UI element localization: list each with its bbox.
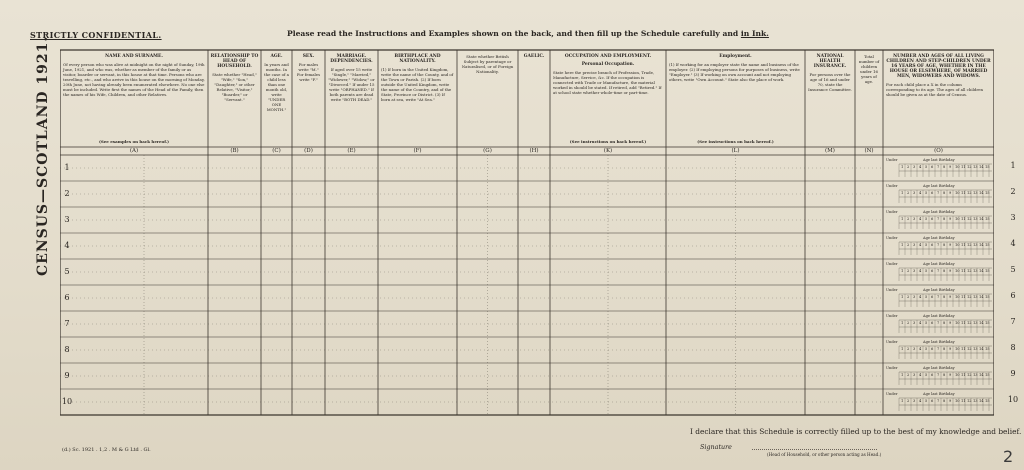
age-tick[interactable]: 7 <box>937 373 940 377</box>
age-tick[interactable]: 7 <box>937 191 940 195</box>
under-label: Under <box>886 236 898 240</box>
column-title: MARRIAGE. DEPENDENCIES. <box>330 54 373 64</box>
age-tick[interactable]: 3 <box>913 217 916 221</box>
age-tick[interactable]: 8 <box>943 191 946 195</box>
census-scotland-title: CENSUS—SCOTLAND 1921. <box>35 35 51 276</box>
age-tick[interactable]: 7 <box>937 321 940 325</box>
age-tick[interactable]: 4 <box>919 269 922 273</box>
age-tick[interactable]: 15 <box>985 399 990 403</box>
age-tick[interactable]: 9 <box>949 347 952 351</box>
age-tick[interactable]: 15 <box>985 347 990 351</box>
column-letter: (H) <box>529 148 539 154</box>
column-instructions: For each child place a X in the column corresponding to its age. The ages of all children should be given as at the date of Census. <box>886 82 983 97</box>
column-instructions: State whether British Subject by parentage or Naturalised, or of Foreign Nationality. <box>461 54 514 74</box>
column-letter: (N) <box>864 148 874 154</box>
age-tick[interactable]: 13 <box>973 399 978 403</box>
column-instructions: If aged over 15 write "Single," "Married," "Widower," "Widow," or "Divorced." If under 15 write "ORPHANED." If both parents are dead write "BOTH DEAD." <box>328 67 375 102</box>
age-tick[interactable]: 7 <box>937 269 940 273</box>
age-last-birthday-label: Age last Birthday <box>923 392 955 396</box>
column-title: OCCUPATION AND EMPLOYMENT. <box>564 54 652 59</box>
column-title: NUMBER AND AGES OF ALL LIVING CHILDREN AND STEP-CHILDREN UNDER 16 YEARS OF AGE, WHETHER IN THE HOUSE OR ELSEWHERE, OF MARRIED MEN, WIDOWERS AND WIDOWS. <box>886 54 991 79</box>
age-tick[interactable]: 15 <box>985 191 990 195</box>
column-letter: (F) <box>413 148 422 154</box>
age-tick[interactable]: 11 <box>961 347 966 351</box>
column-title: NAME AND SURNAME. <box>105 54 163 59</box>
age-last-birthday-label: Age last Birthday <box>923 288 955 292</box>
age-tick[interactable]: 1 <box>901 217 904 221</box>
age-tick[interactable]: 6 <box>931 165 934 169</box>
age-tick[interactable]: 8 <box>943 321 946 325</box>
column-letter: (K) <box>603 148 613 154</box>
age-tick[interactable]: 2 <box>907 217 910 221</box>
under-label: Under <box>886 340 898 344</box>
age-tick[interactable]: 9 <box>949 295 952 299</box>
age-tick[interactable]: 8 <box>943 269 946 273</box>
row-number-left: 2 <box>64 189 70 198</box>
age-tick[interactable]: 15 <box>985 217 990 221</box>
age-tick[interactable]: 10 <box>955 321 960 325</box>
age-tick[interactable]: 14 <box>979 295 984 299</box>
age-tick[interactable]: 3 <box>913 295 916 299</box>
column-header-12 <box>856 51 882 146</box>
column-instructions: In years and months. In the case of a child less than one month old, write "UNDER ONE MONTH." <box>264 62 289 112</box>
age-last-birthday-label: Age last Birthday <box>923 314 955 318</box>
age-tick[interactable]: 7 <box>937 217 940 221</box>
column-letter: (L) <box>731 148 740 154</box>
column-letter: (D) <box>304 148 313 154</box>
age-tick[interactable]: 11 <box>961 295 966 299</box>
column-instructions: (1) If working for an employer state the name and business of the employer. (2) If employing persons for purposes of business, write "Employer." (3) If working on own account and not employing others, write "Own Account." State also the place of work. <box>669 62 800 82</box>
age-tick[interactable]: 1 <box>901 269 904 273</box>
under-label: Under <box>886 262 898 266</box>
age-tick[interactable]: 4 <box>919 243 922 247</box>
column-letter: (M) <box>825 148 835 154</box>
strictly-confidential-heading: STRICTLY CONFIDENTIAL. <box>30 30 162 40</box>
age-last-birthday-label: Age last Birthday <box>923 262 955 266</box>
under-label: Under <box>886 184 898 188</box>
column-letter: (C) <box>272 148 281 154</box>
age-tick[interactable]: 10 <box>955 217 960 221</box>
row-number-right: 3 <box>1010 213 1016 222</box>
column-letter: (E) <box>347 148 356 154</box>
age-tick[interactable]: 1 <box>901 373 904 377</box>
under-label: Under <box>886 288 898 292</box>
instructions-line <box>287 29 769 38</box>
age-tick[interactable]: 12 <box>967 243 972 247</box>
age-tick[interactable]: 5 <box>925 321 928 325</box>
age-tick[interactable]: 8 <box>943 217 946 221</box>
age-tick[interactable]: 5 <box>925 295 928 299</box>
column-title: AGE. <box>270 54 283 59</box>
under-label: Under <box>886 158 898 162</box>
row-number-right: 10 <box>1007 395 1019 404</box>
age-tick[interactable]: 7 <box>937 165 940 169</box>
instructions-text: Please read the Instructions and Examples shown on the back, and then fill up the Schedule carefully and <box>287 29 741 38</box>
age-tick[interactable]: 13 <box>973 243 978 247</box>
age-tick[interactable]: 11 <box>961 399 966 403</box>
age-tick[interactable]: 6 <box>931 373 934 377</box>
age-tick[interactable]: 5 <box>925 165 928 169</box>
column-title: GAELIC. <box>523 54 545 59</box>
age-tick[interactable]: 5 <box>925 191 928 195</box>
age-last-birthday-label: Age last Birthday <box>923 158 955 162</box>
age-tick[interactable]: 13 <box>973 373 978 377</box>
age-tick[interactable]: 4 <box>919 373 922 377</box>
age-tick[interactable]: 15 <box>985 243 990 247</box>
age-tick[interactable]: 4 <box>919 191 922 195</box>
age-tick[interactable]: 14 <box>979 217 984 221</box>
age-tick[interactable]: 8 <box>943 347 946 351</box>
under-label: Under <box>886 392 898 396</box>
age-tick[interactable]: 9 <box>949 399 952 403</box>
column-footnote: (See instructions on back hereof.) <box>569 139 647 144</box>
age-tick[interactable]: 8 <box>943 295 946 299</box>
age-tick[interactable]: 2 <box>907 191 910 195</box>
age-tick[interactable]: 11 <box>961 373 966 377</box>
page-number: 2 <box>1003 447 1014 466</box>
age-tick[interactable]: 12 <box>967 269 972 273</box>
age-tick[interactable]: 10 <box>955 399 960 403</box>
column-letter: (B) <box>230 148 239 154</box>
column-title: NATIONAL HEALTH INSURANCE. <box>813 54 847 69</box>
age-tick[interactable]: 2 <box>907 243 910 247</box>
age-tick[interactable]: 15 <box>985 321 990 325</box>
column-header-1 <box>61 51 207 146</box>
age-tick[interactable]: 13 <box>973 191 978 195</box>
column-header-2 <box>209 51 260 146</box>
column-instructions: Total number of children under 16 years of age. <box>858 54 880 84</box>
age-tick[interactable]: 14 <box>979 373 984 377</box>
age-tick[interactable]: 4 <box>919 347 922 351</box>
age-tick[interactable]: 1 <box>901 347 904 351</box>
age-tick[interactable]: 6 <box>931 217 934 221</box>
row-number-right: 4 <box>1010 239 1016 248</box>
in-ink-text: in Ink. <box>740 29 769 38</box>
age-tick[interactable]: 3 <box>913 373 916 377</box>
column-title: SEX. <box>302 54 315 59</box>
age-tick[interactable]: 14 <box>979 243 984 247</box>
row-number-right: 7 <box>1010 317 1016 326</box>
age-tick[interactable]: 12 <box>967 217 972 221</box>
age-tick[interactable]: 5 <box>925 373 928 377</box>
signature-label: Signature <box>700 443 732 451</box>
age-tick[interactable]: 6 <box>931 269 934 273</box>
under-label: Under <box>886 314 898 318</box>
age-tick[interactable]: 9 <box>949 269 952 273</box>
age-tick[interactable]: 12 <box>967 295 972 299</box>
age-last-birthday-label: Age last Birthday <box>923 210 955 214</box>
age-tick[interactable]: 1 <box>901 295 904 299</box>
age-tick[interactable]: 7 <box>937 347 940 351</box>
age-tick[interactable]: 14 <box>979 165 984 169</box>
age-tick[interactable]: 15 <box>985 269 990 273</box>
age-tick[interactable]: 8 <box>943 165 946 169</box>
age-tick[interactable]: 6 <box>931 347 934 351</box>
age-tick[interactable]: 11 <box>961 269 966 273</box>
age-tick[interactable]: 4 <box>919 295 922 299</box>
printer-code: (d.) Sc. 1921 . 1,2 . M & G Ltd . Gl. <box>62 447 151 453</box>
column-instructions: Of every person who was alive at midnight on the night of Sunday, 19th June, 1921, and who was, whether as member of the family or as visitor, boarder or servant, in this house at that time. Persons who are travelling, etc., and who arrive in this house on the morning of Monday, 20th June, not having already been enumerated elsewhere. No one else must be included. Write first the names of the Head of the Family, then the names of his Wife, Children, and other Relatives. <box>63 62 205 97</box>
age-tick[interactable]: 14 <box>979 321 984 325</box>
column-header-6 <box>379 51 456 146</box>
age-tick[interactable]: 9 <box>949 217 952 221</box>
age-tick[interactable]: 4 <box>919 399 922 403</box>
age-last-birthday-label: Age last Birthday <box>923 340 955 344</box>
age-tick[interactable]: 10 <box>955 165 960 169</box>
age-tick[interactable]: 12 <box>967 399 972 403</box>
age-last-birthday-label: Age last Birthday <box>923 236 955 240</box>
age-tick[interactable]: 8 <box>943 399 946 403</box>
age-tick[interactable]: 10 <box>955 347 960 351</box>
row-number-left: 9 <box>64 371 70 380</box>
row-number-left: 8 <box>64 345 70 354</box>
column-instructions: State whether "Head," "Wife," "Son," "Daughter," or other Relative, "Visitor," "Boarder," or "Servant." <box>212 72 257 102</box>
age-tick[interactable]: 3 <box>913 321 916 325</box>
age-tick[interactable]: 14 <box>979 269 984 273</box>
column-header-8 <box>519 51 549 146</box>
row-number-left: 6 <box>64 293 70 302</box>
age-tick[interactable]: 15 <box>985 373 990 377</box>
under-label: Under <box>886 210 898 214</box>
row-number-right: 9 <box>1010 369 1016 378</box>
age-tick[interactable]: 1 <box>901 165 904 169</box>
age-tick[interactable]: 13 <box>973 269 978 273</box>
age-tick[interactable]: 11 <box>961 165 966 169</box>
column-header-11 <box>806 51 854 146</box>
age-tick[interactable]: 11 <box>961 321 966 325</box>
column-subtitle: Employment. <box>719 54 752 59</box>
age-tick[interactable]: 10 <box>955 191 960 195</box>
row-number-right: 1 <box>1010 161 1016 170</box>
row-number-right: 2 <box>1010 187 1016 196</box>
age-tick[interactable]: 10 <box>955 269 960 273</box>
age-tick[interactable]: 13 <box>973 321 978 325</box>
age-tick[interactable]: 9 <box>949 243 952 247</box>
row-number-left: 4 <box>64 241 70 250</box>
age-tick[interactable]: 10 <box>955 243 960 247</box>
age-tick[interactable]: 2 <box>907 321 910 325</box>
age-tick[interactable]: 4 <box>919 217 922 221</box>
age-last-birthday-label: Age last Birthday <box>923 184 955 188</box>
age-tick[interactable]: 3 <box>913 269 916 273</box>
age-tick[interactable]: 12 <box>967 347 972 351</box>
column-letter: (O) <box>934 148 943 154</box>
age-tick[interactable]: 13 <box>973 347 978 351</box>
age-tick[interactable]: 13 <box>973 165 978 169</box>
age-tick[interactable]: 3 <box>913 191 916 195</box>
age-tick[interactable]: 8 <box>943 373 946 377</box>
age-tick[interactable]: 5 <box>925 347 928 351</box>
age-tick[interactable]: 15 <box>985 295 990 299</box>
column-title: BIRTHPLACE AND NATIONALITY. <box>394 54 441 64</box>
column-instructions: For persons over the age of 16 and under 70, state the Insurance Committee. <box>808 72 852 92</box>
row-number-left: 7 <box>64 319 70 328</box>
age-tick[interactable]: 11 <box>961 243 966 247</box>
declaration-text: I declare that this Schedule is correctly filled up to the best of my knowledge and belief. <box>690 427 1022 436</box>
age-tick[interactable]: 10 <box>955 373 960 377</box>
age-tick[interactable]: 2 <box>907 269 910 273</box>
age-tick[interactable]: 5 <box>925 269 928 273</box>
age-tick[interactable]: 15 <box>985 165 990 169</box>
age-tick[interactable]: 2 <box>907 399 910 403</box>
age-tick[interactable]: 12 <box>967 373 972 377</box>
age-tick[interactable]: 6 <box>931 321 934 325</box>
column-header-4 <box>293 51 324 146</box>
row-number-right: 6 <box>1010 291 1016 300</box>
age-tick[interactable]: 13 <box>973 295 978 299</box>
age-tick[interactable]: 1 <box>901 399 904 403</box>
age-tick[interactable]: 1 <box>901 243 904 247</box>
age-tick[interactable]: 2 <box>907 347 910 351</box>
column-instructions: (1) If born in the United Kingdom, write the name of the County, and of the Town or Parish. (2) If born outside the United Kingdom, write the name of the Country, and of the State, Province or District. (3) If born at sea, write "At Sea." <box>381 67 454 102</box>
age-tick[interactable]: 10 <box>955 295 960 299</box>
age-tick[interactable]: 9 <box>949 191 952 195</box>
column-header-9 <box>551 51 665 146</box>
age-tick[interactable]: 11 <box>961 217 966 221</box>
age-tick[interactable]: 5 <box>925 399 928 403</box>
column-header-7 <box>458 51 517 146</box>
age-tick[interactable]: 6 <box>931 191 934 195</box>
age-tick[interactable]: 12 <box>967 321 972 325</box>
age-tick[interactable]: 6 <box>931 243 934 247</box>
age-tick[interactable]: 14 <box>979 399 984 403</box>
age-tick[interactable]: 6 <box>931 399 934 403</box>
age-tick[interactable]: 3 <box>913 165 916 169</box>
age-tick[interactable]: 3 <box>913 243 916 247</box>
age-tick[interactable]: 13 <box>973 217 978 221</box>
column-instructions: State here the precise branch of Profession, Trade, Manufacture, Service, &c. If the occupation is connected with Trade or Manufacture, the material worked in should be stated. If retired, add "Retired." If at school state whether whole-time or part-time. <box>553 70 662 95</box>
age-tick[interactable]: 7 <box>937 243 940 247</box>
age-tick[interactable]: 11 <box>961 191 966 195</box>
schedule-table <box>60 44 994 416</box>
age-tick[interactable]: 12 <box>967 191 972 195</box>
column-header-3 <box>262 51 291 146</box>
age-tick[interactable]: 1 <box>901 321 904 325</box>
column-subtitle: Personal Occupation. <box>581 62 635 67</box>
column-footnote: (See instructions on back hereof.) <box>697 139 774 144</box>
age-tick[interactable]: 8 <box>943 243 946 247</box>
signature-note: (Head of Household, or other person acting as Head.) <box>767 452 882 457</box>
column-footnote: (See examples on back hereof.) <box>98 139 170 144</box>
age-tick[interactable]: 2 <box>907 373 910 377</box>
age-tick[interactable]: 7 <box>937 399 940 403</box>
column-title: RELATIONSHIP TO HEAD OF HOUSEHOLD. <box>210 54 259 69</box>
age-tick[interactable]: 4 <box>919 321 922 325</box>
age-tick[interactable]: 9 <box>949 321 952 325</box>
age-tick[interactable]: 5 <box>925 217 928 221</box>
age-tick[interactable]: 5 <box>925 243 928 247</box>
age-tick[interactable]: 9 <box>949 165 952 169</box>
age-tick[interactable]: 14 <box>979 347 984 351</box>
row-number-right: 8 <box>1010 343 1016 352</box>
column-header-5 <box>326 51 377 146</box>
age-tick[interactable]: 14 <box>979 191 984 195</box>
age-last-birthday-label: Age last Birthday <box>923 366 955 370</box>
row-number-right: 5 <box>1010 265 1016 274</box>
row-number-left: 10 <box>61 397 73 406</box>
age-tick[interactable]: 3 <box>913 347 916 351</box>
age-tick[interactable]: 2 <box>907 295 910 299</box>
column-letter: (G) <box>483 148 492 154</box>
row-number-left: 1 <box>64 163 70 172</box>
age-tick[interactable]: 4 <box>919 165 922 169</box>
under-label: Under <box>886 366 898 370</box>
column-letter: (A) <box>129 148 139 154</box>
column-header-13 <box>884 51 993 146</box>
age-tick[interactable]: 7 <box>937 295 940 299</box>
age-tick[interactable]: 2 <box>907 165 910 169</box>
signature-line[interactable] <box>752 449 877 450</box>
column-instructions: For males write "M." For females write "F." <box>296 62 321 82</box>
age-tick[interactable]: 6 <box>931 295 934 299</box>
age-tick[interactable]: 9 <box>949 373 952 377</box>
age-tick[interactable]: 1 <box>901 191 904 195</box>
row-number-left: 3 <box>64 215 70 224</box>
row-number-left: 5 <box>64 267 70 276</box>
age-tick[interactable]: 3 <box>913 399 916 403</box>
column-header-10 <box>667 51 804 146</box>
age-tick[interactable]: 12 <box>967 165 972 169</box>
